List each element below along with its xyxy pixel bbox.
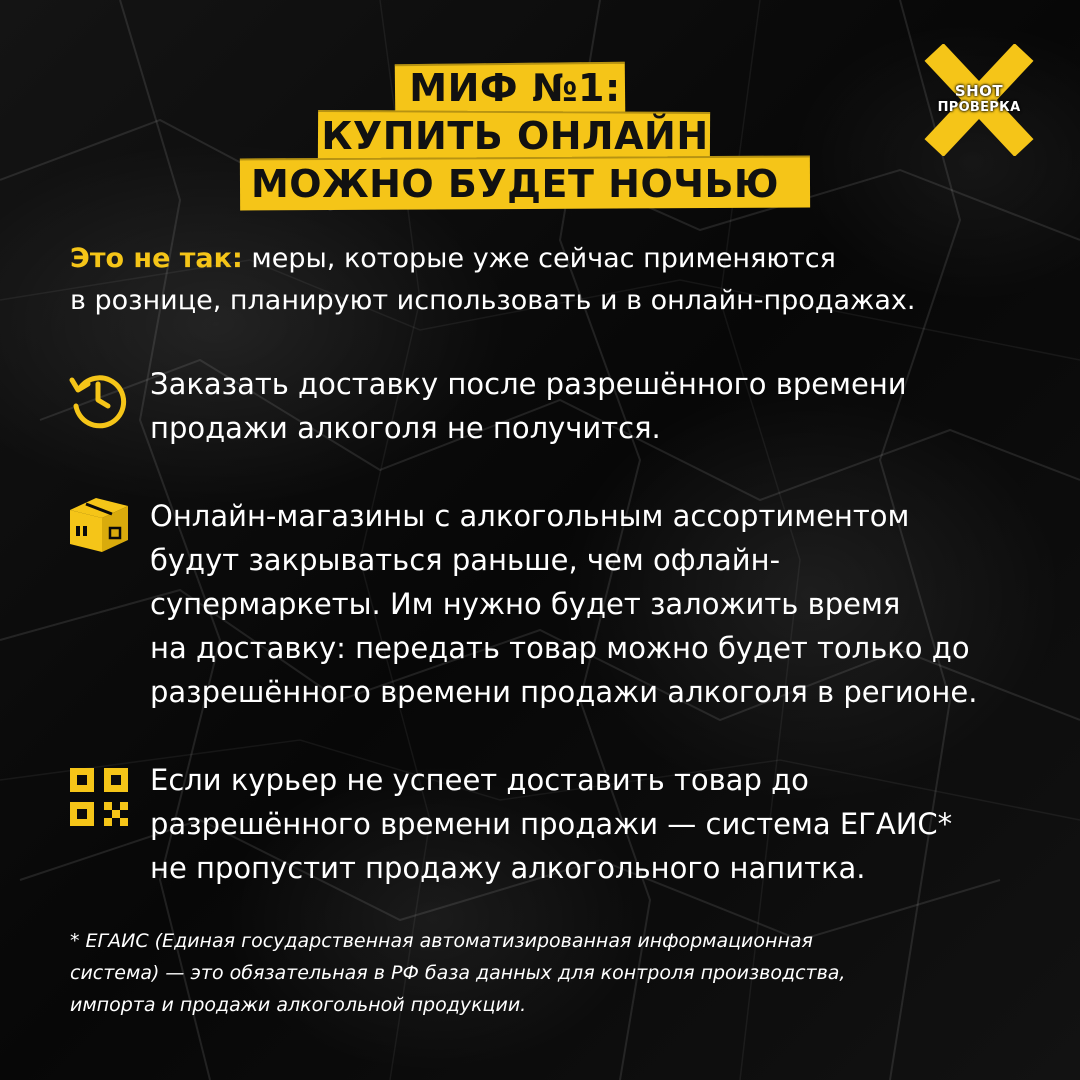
clock-history-icon <box>66 366 130 430</box>
item-line: супермаркеты. Им нужно будет заложить время <box>150 587 901 621</box>
intro-paragraph <box>70 238 1050 322</box>
intro-highlight: Это не так: <box>70 243 243 274</box>
title-line-3: МОЖНО БУДЕТ НОЧЬЮ <box>250 162 780 206</box>
footnote-line: система) — это обязательная в РФ база данных для контроля производства, <box>70 962 846 984</box>
footnote-line: импорта и продажи алкогольной продукции. <box>70 994 527 1016</box>
item-line: Если курьер не успеет доставить товар до <box>150 763 809 797</box>
footnote <box>70 925 1030 1021</box>
item-line: продажи алкоголя не получится. <box>150 411 661 445</box>
list-item <box>150 494 1050 714</box>
package-box-icon <box>66 494 132 554</box>
item-line: на доставку: передать товар можно будет только до <box>150 631 970 665</box>
list-item <box>150 758 1050 890</box>
logo-text-shot: SHOT <box>954 82 1004 100</box>
item-line: Заказать доставку после разрешённого времени <box>150 367 907 401</box>
list-item <box>150 362 1050 450</box>
title-line-2: КУПИТЬ ОНЛАЙН <box>321 114 709 158</box>
item-line: Онлайн-магазины с алкогольным ассортиментом <box>150 499 910 533</box>
footnote-line: * ЕГАИС (Единая государственная автоматизированная информационная <box>70 930 813 952</box>
intro-line-1: меры, которые уже сейчас применяются <box>242 243 836 274</box>
item-line: разрешённого времени продажи алкоголя в регионе. <box>150 675 978 709</box>
item-line: разрешённого времени продажи — система ЕГАИС* <box>150 807 953 841</box>
intro-line-2: в рознице, планируют использовать и в онлайн-продажах. <box>70 285 916 316</box>
logo-text-proverka: ПРОВЕРКА <box>937 100 1021 115</box>
item-line: не пропустит продажу алкогольного напитка. <box>150 851 866 885</box>
item-line: будут закрываться раньше, чем офлайн- <box>150 543 781 577</box>
title-line-1: МИФ №1: <box>409 66 621 110</box>
title-banner <box>210 45 820 205</box>
shot-proverka-logo <box>922 44 1036 156</box>
qr-code-icon <box>68 766 130 828</box>
